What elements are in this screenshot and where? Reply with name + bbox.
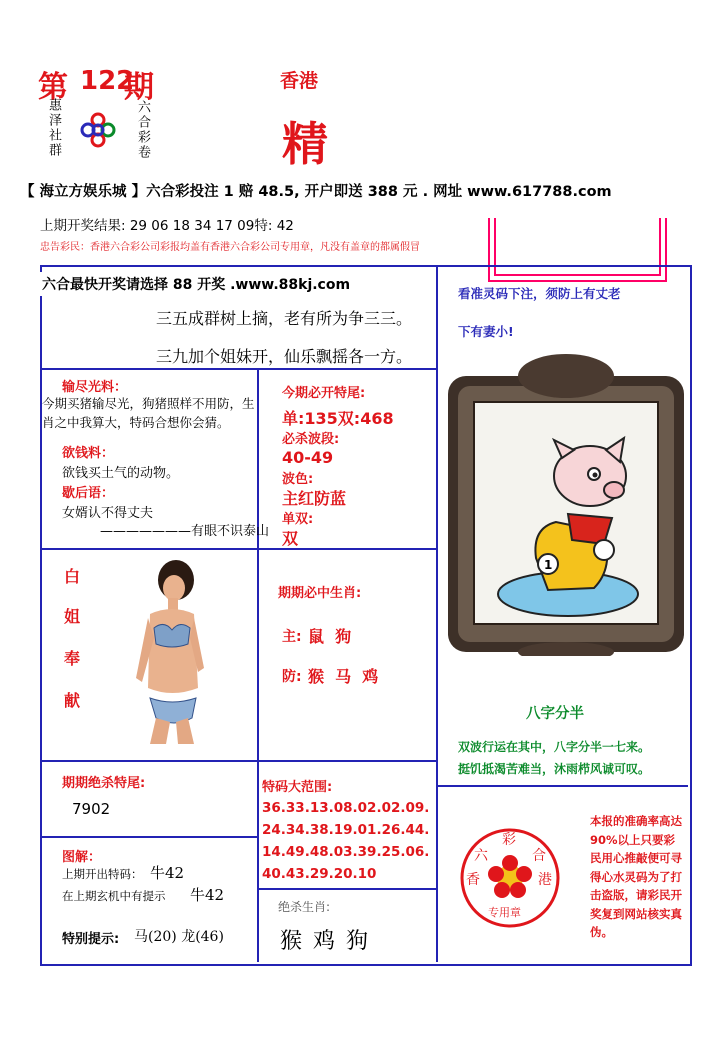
must-wave-title: 必杀波段: [282,432,340,447]
seal-top-3: 合 [532,848,546,864]
must-zodiac-guard-label: 防: [282,669,302,685]
poem-line-1: 三五成群树上摘，老有所为争三三。 [156,309,413,328]
issue-prefix: 第 [38,70,68,105]
left-vertical-brand: 惠泽社群 [46,98,61,158]
must-zodiac-guard-value: 猴 马 鸡 [308,667,379,686]
big-character: 精 [282,117,328,171]
kill-zodiac-value: 猴 鸡 狗 [280,929,370,954]
desire-title: 欲钱料： [62,446,115,461]
range-row-2: 24.34.38.19.01.26.44. [262,822,430,838]
seal-left: 香 [466,872,480,888]
divider-poem-bottom [42,368,436,370]
seal-bottom: 专用章 [488,906,521,919]
divider-left-2 [42,760,257,762]
kill-tail-value: 7902 [72,800,111,818]
warning-line: 忠告彩民：香港六合彩公司彩报均盖有香港六合彩公司专用章，凡没有盖章的都属假冒 [40,242,420,253]
must-zodiac-main-label: 主: [282,629,302,645]
right-vertical-brand: 六合彩卷 [135,100,150,160]
divider-left-1 [42,548,257,550]
divider-mid-2 [259,760,436,762]
poem-line-2: 三九加个姐妹开，仙乐飘摇各一方。 [156,347,413,366]
diagram-line2-label: 在上期玄机中有提示 [62,889,166,903]
lottery-logo-icon [78,110,118,150]
must-wave-value: 40-49 [282,448,334,467]
diagram-line1-label: 上期开出特码： [62,867,143,881]
range-title: 特码大范围: [262,780,333,795]
divider-left-3 [42,836,257,838]
range-row-1: 36.33.13.08.02.02.09. [262,800,430,816]
beauty-char-3: 奉 [64,649,81,668]
special-hint-label: 特别提示: [62,932,120,947]
must-tail-value: 单:135双:468 [282,409,394,428]
divider-mid-3 [259,888,436,890]
range-row-3: 14.49.48.03.39.25.06. [262,844,430,860]
seal-right: 港 [538,872,552,888]
range-row-4: 40.43.29.20.10 [262,866,377,882]
lose-text: 今期买猪输尽光，狗猪照样不用防，生肖之中我算大，特码合想你会猜。 [42,396,255,430]
proverb-text: 女婿认不得丈夫 [62,506,154,521]
riddle-line-1: 双波行运在其中，八字分半一七来。 [458,740,651,754]
special-hint-value: 马(20) 龙(46) [134,929,224,945]
diagram-line1-value: 牛42 [150,864,185,882]
single-double-value: 双 [282,529,299,548]
kill-tail-title: 期期绝杀特尾: [62,776,146,791]
single-double-title: 单双: [282,512,314,527]
ad-line[interactable]: 【 海立方娱乐城 】六合彩投注 1 赔 48.5, 开户即送 388 元 . 网址 www.617788.com [20,184,612,200]
desire-text: 欲钱买土气的动物。 [62,466,180,481]
model-photo [128,558,212,744]
must-zodiac-title: 期期必中生肖: [278,586,362,601]
seal-top-2: 彩 [502,832,516,848]
diagram-title: 图解： [62,850,102,865]
issue-suffix: 期 [124,70,154,105]
diagram-line2-value: 牛42 [190,886,225,904]
right-tip-line-2: 下有妻小! [458,324,514,339]
divider-right-col [436,267,438,962]
framed-pig-picture [444,318,688,656]
official-seal-stamp [458,826,562,930]
riddle-line-2: 挺饥抵渴苦难当，沐雨栉风诚可叹。 [458,762,651,776]
region-label: 香港 [280,70,319,92]
proverb-answer: ———————有眼不识泰山 [100,524,270,539]
issue-number: 122 [80,66,135,96]
wave-color-title: 波色: [282,472,314,487]
beauty-char-2: 姐 [64,607,81,626]
proverb-title: 歇后语： [62,486,115,501]
riddle-title: 八字分半 [526,706,584,722]
beauty-char-4: 献 [64,691,81,710]
fast-draw-banner[interactable]: 六合最快开奖请选择 88 开奖 .www.88kj.com [38,272,354,296]
must-tail-title: 今期必开特尾: [282,386,366,401]
must-zodiac-main-value: 鼠 狗 [308,627,352,646]
seal-top-1: 六 [474,848,488,864]
wave-color-value: 主红防蓝 [282,489,347,508]
beauty-char-1: 白 [64,567,81,586]
divider-mid-col [257,368,259,962]
right-tip-line-1: 看准灵码下注，须防上有丈老 [458,286,621,301]
lose-title: 输尽光料： [62,380,128,395]
accuracy-text: 本报的准确率高达 90%以上只要彩民用心推敲便可寻得心水灵码为了打击盗版，请彩民开奖复到网站核实真伪。 [590,814,682,939]
last-result: 上期开奖结果: 29 06 18 34 17 09特: 42 [40,218,294,234]
divider-right-1 [438,785,688,787]
kill-zodiac-title: 绝杀生肖: [278,900,331,914]
pig-number: 1 [544,558,553,572]
